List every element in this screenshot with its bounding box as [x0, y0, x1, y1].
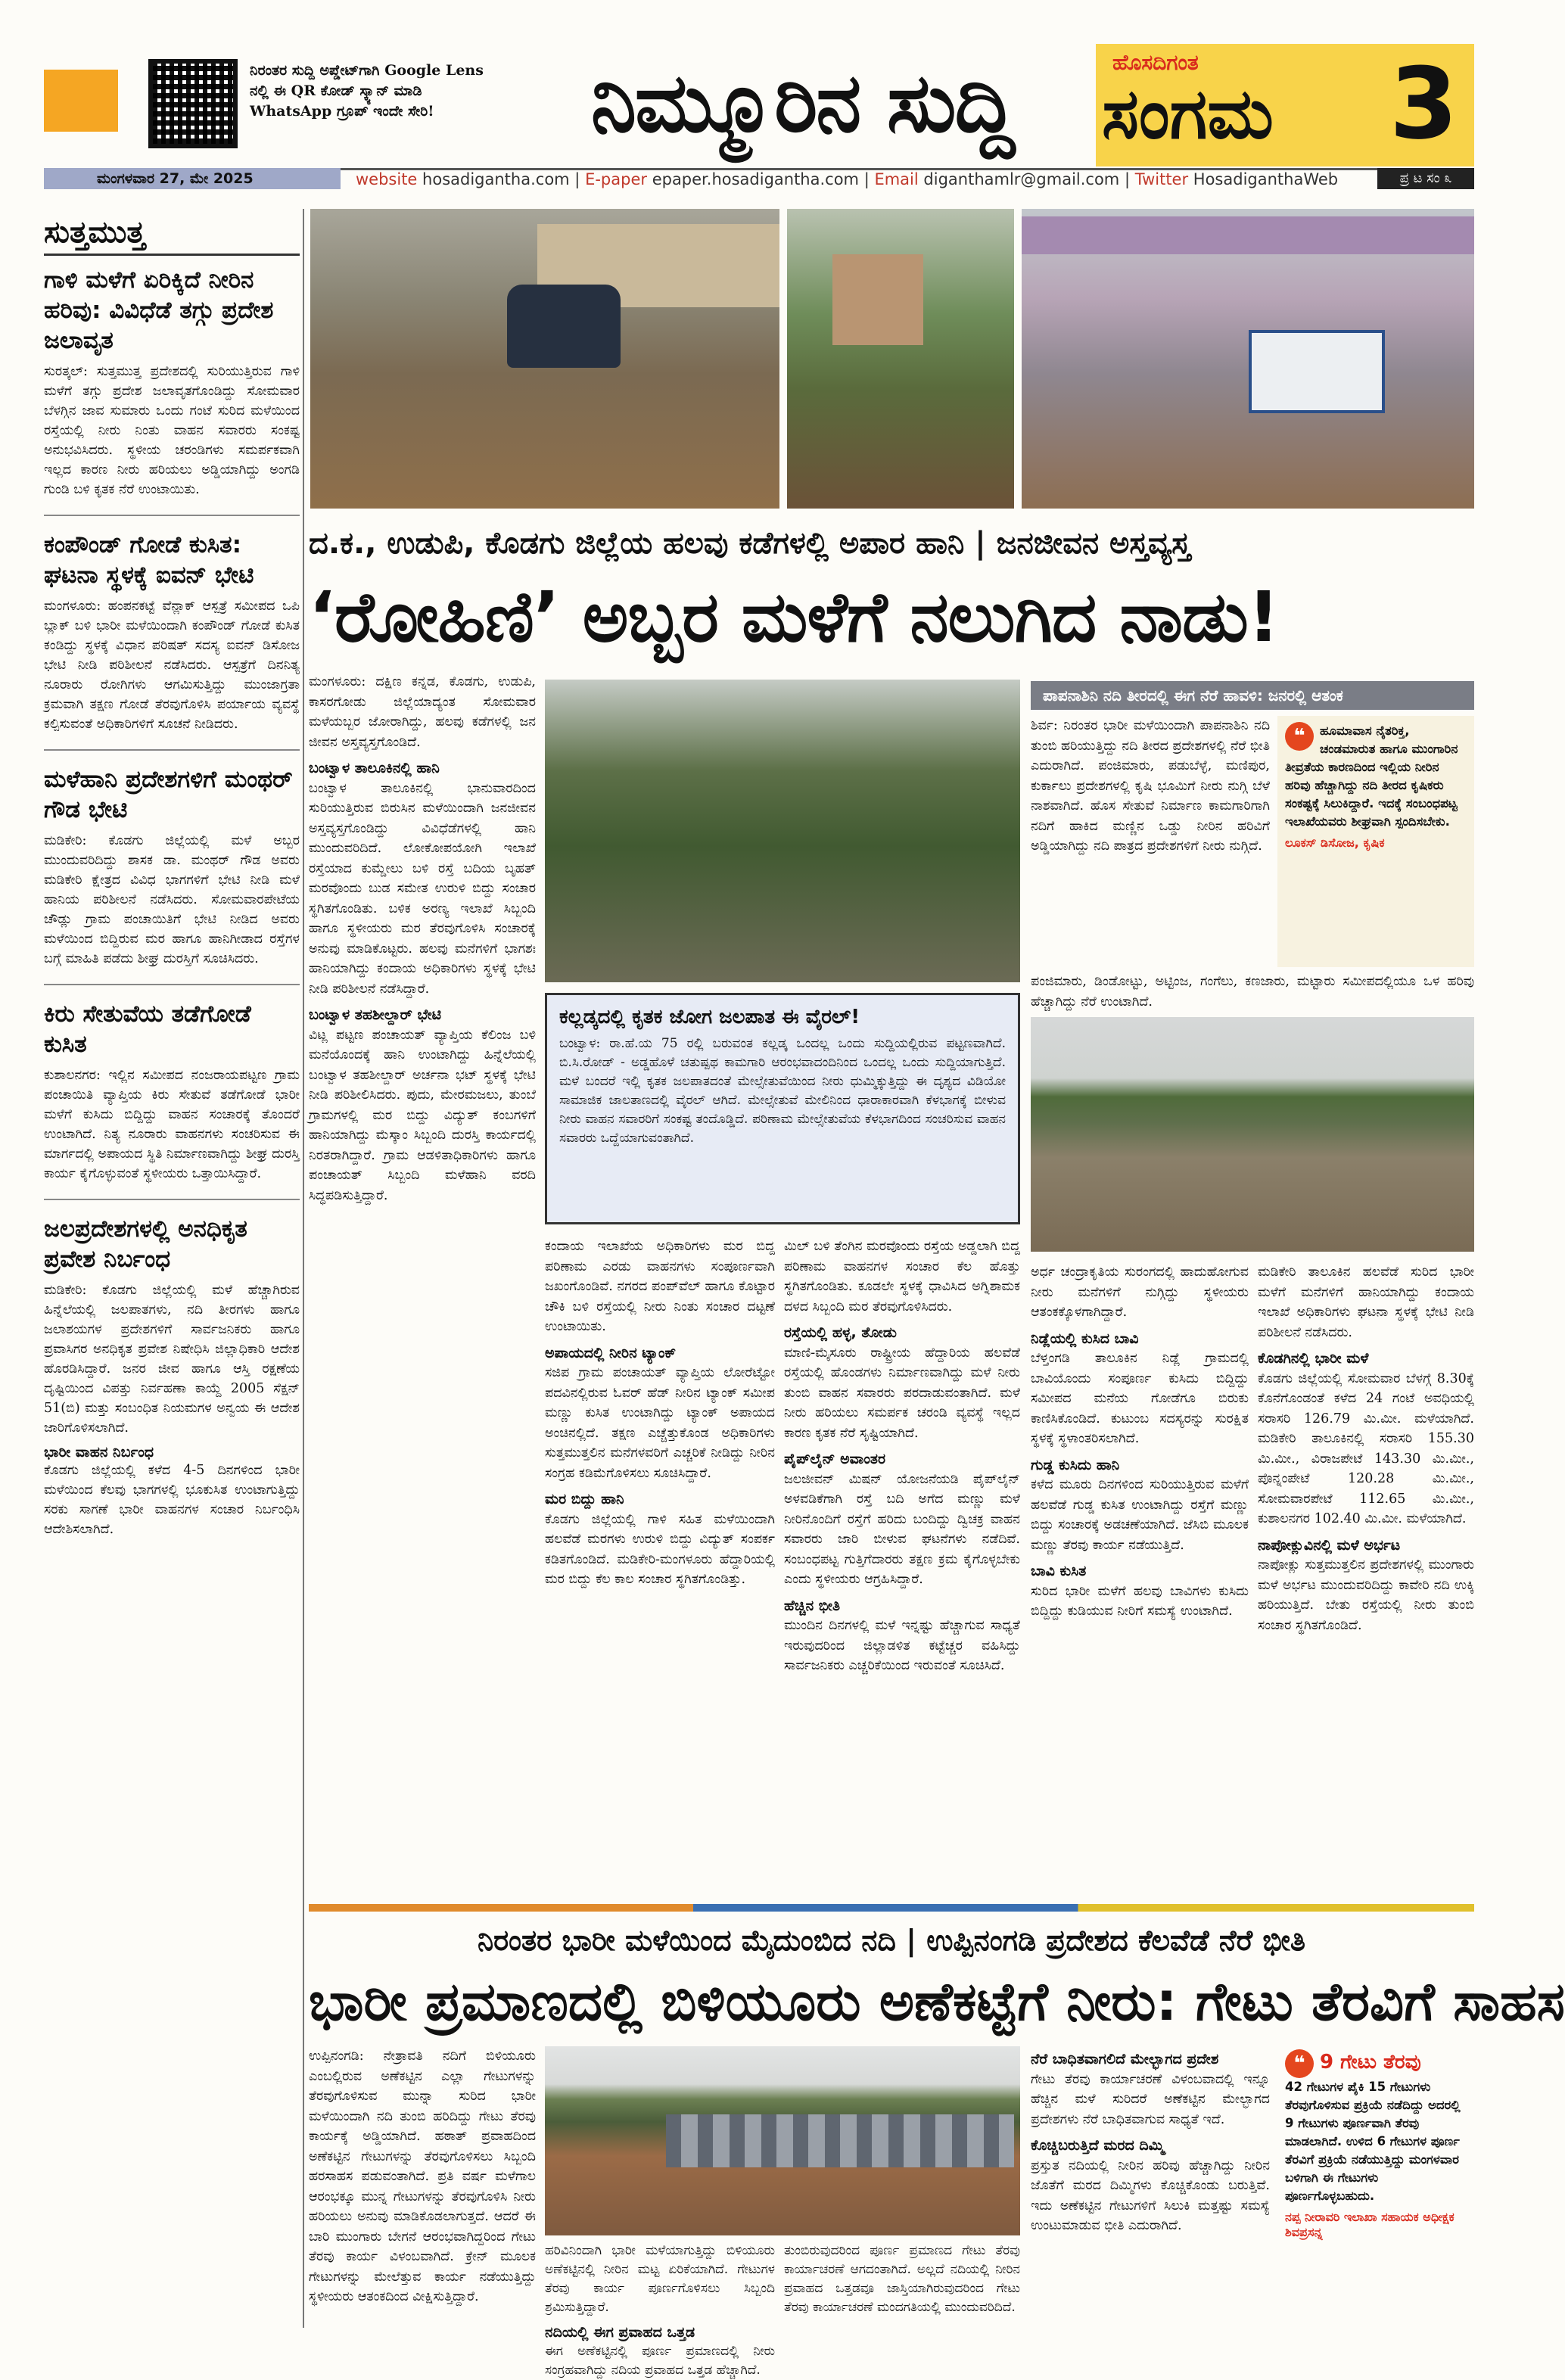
sidebar-heading: ಸುತ್ತಮುತ್ತ: [44, 209, 300, 256]
article-column: [1031, 1262, 1249, 1898]
article-subheading: ಬಾವಿ ಕುಸಿತ: [1031, 1563, 1087, 1579]
orange-flag: [44, 70, 118, 132]
gates-title: 9 ಗೇಟು ತೆರವು: [1320, 2051, 1421, 2074]
bus-shape: [1249, 330, 1385, 413]
sidebar-article-text: ಕುಶಾಲನಗರ: ಇಲ್ಲಿನ ಸಮೀಪದ ನಂಜರಾಯಪಟ್ಟಣ ಗ್ರಾಮ ಪಂಚಾಯಿತಿ ವ್ಯಾಪ್ತಿಯ ಕಿರು ಸೇತುವೆ ತಡೆಗೋಡೆ ಭಾರೀ ಮಳೆಗೆ ಕುಸಿದು ಬಿದ್ದಿದ್ದು ವಾಹನ ಸಂಚಾರಕ್ಕೆ ತೊಂದರೆ ಉಂಟಾಗಿದೆ. ನಿತ್ಯ ನೂರಾರು ವಾಹನಗಳು ಸಂಚರಿಸುವ ಈ ಮಾರ್ಗದಲ್ಲಿ ಅಪಾಯದ ಸ್ಥಿತಿ ನಿರ್ಮಾಣವಾಗಿದ್ದು ಶೀಘ್ರ ದುರಸ್ತಿ ಕಾರ್ಯ ಕೈಗೊಳ್ಳುವಂತೆ ಸ್ಥಳೀಯರು ಒತ್ತಾಯಿಸಿದ್ದಾರೆ.: [44, 1068, 300, 1181]
car-shape: [507, 285, 621, 368]
flyover-shape: [1022, 216, 1474, 254]
section-divider: [309, 1904, 1474, 1912]
article-column: [309, 672, 536, 1898]
article-column: [784, 1237, 1020, 1898]
article-text: ಶಿರ್ವ: ನಿರಂತರ ಭಾರೀ ಮಳೆಯಿಂದಾಗಿ ಪಾಪನಾಶಿನಿ ನದಿ ತುಂಬಿ ಹರಿಯುತ್ತಿದ್ದು ನದಿ ತೀರದ ಪ್ರದೇಶಗಳಲ್ಲಿ ನೆರೆ ಭೀತಿ ಎದುರಾಗಿದೆ. ಪಂಜಿಮಾರು, ಪಡುಬೆಳ್ಳೆ, ಮಣಿಪುರ, ಕುರ್ಕಾಲು ಪ್ರದೇಶಗಳಲ್ಲಿ ಕೃಷಿ ಭೂಮಿಗೆ ನೀರು ನುಗ್ಗಿ ಬೆಳೆ ನಾಶವಾಗಿದೆ. ಹೊಸ ಸೇತುವೆ ನಿರ್ಮಾಣ ಕಾಮಗಾರಿಗಾಗಿ ನದಿಗೆ ಹಾಕಿದ ಮಣ್ಣಿನ ಒಡ್ಡು ನೀರಿನ ಹರಿವಿಗೆ ಅಡ್ಡಿಯಾಗಿದ್ದು ನದಿ ಪಾತ್ರದ ಪ್ರದೇಶಗಳಿಗೆ ನೀರು ನುಗ್ಗಿದೆ.: [1031, 718, 1270, 854]
sidebar-article-title: ಜಲಪ್ರದೇಶಗಳಲ್ಲಿ ಅನಧಿಕೃತ ಪ್ರವೇಶ ನಿರ್ಬಂಧ: [44, 1215, 247, 1273]
email-link[interactable]: diganthamlr@gmail.com: [923, 170, 1120, 188]
fallen-tree-photo: [545, 680, 1020, 982]
page-number: 3: [1389, 46, 1458, 161]
article-text: ಬಂಟ್ವಾಳ ತಾಲೂಕಿನಲ್ಲಿ ಭಾನುವಾರದಿಂದ ಸುರಿಯುತ್ತಿರುವ ಬಿರುಸಿನ ಮಳೆಯಿಂದಾಗಿ ಜನಜೀವನ ಅಸ್ತವ್ಯಸ್ತಗೊಂಡಿದ್ದು ವಿವಿಧೆಡೆಗಳಲ್ಲಿ ಹಾನಿ ಮುಂದುವರಿದಿದೆ. ಲೋಕೋಪಯೋಗಿ ಇಲಾಖೆ ರಸ್ತೆಯಾದ ಕುಮ್ಡೇಲು ಬಳಿ ರಸ್ತೆ ಬದಿಯ ಬೃಹತ್ ಮರವೊಂದು ಬುಡ ಸಮೇತ ಉರುಳಿ ಬಿದ್ದು ಸಂಚಾರ ಸ್ಥಗಿತಗೊಂಡಿತು. ಬಳಿಕ ಅರಣ್ಯ ಇಲಾಖೆ ಸಿಬ್ಬಂದಿ ಹಾಗೂ ಸ್ಥಳೀಯರು ಮರ ತೆರವುಗೊಳಿಸಿ ಸಂಚಾರಕ್ಕೆ ಅನುವು ಮಾಡಿಕೊಟ್ಟರು. ಹಲವು ಮನೆಗಳಿಗೆ ಭಾಗಶಃ ಹಾನಿಯಾಗಿದ್ದು ಕಂದಾಯ ಅಧಿಕಾರಿಗಳು ಸ್ಥಳಕ್ಕೆ ಭೇಟಿ ನೀಡಿ ಪರಿಶೀಲನೆ ನಡೆಸಿದ್ದಾರೆ.: [309, 780, 536, 997]
article-text: ಉಪ್ಪಿನಂಗಡಿ: ನೇತ್ರಾವತಿ ನದಿಗೆ ಬಿಳಿಯೂರು ಎಂಬಲ್ಲಿರುವ ಅಣೆಕಟ್ಟಿನ ಎಲ್ಲಾ ಗೇಟುಗಳನ್ನು ತೆರವುಗೊಳಿಸುವ ಮುನ್ನಾ ಸುರಿದ ಭಾರೀ ಮಳೆಯಿಂದಾಗಿ ನದಿ ತುಂಬಿ ಹರಿದಿದ್ದು ಗೇಟು ತೆರವು ಕಾರ್ಯಕ್ಕೆ ಅಡ್ಡಿಯಾಗಿದೆ. ಹಠಾತ್ ಪ್ರವಾಹದಿಂದ ಅಣೆಕಟ್ಟಿನ ಗೇಟುಗಳನ್ನು ತೆರವುಗೊಳಿಸಲು ಸಿಬ್ಬಂದಿ ಹರಸಾಹಸ ಪಡುವಂತಾಗಿದೆ. ಪ್ರತಿ ವರ್ಷ ಮಳೆಗಾಲ ಆರಂಭಕ್ಕೂ ಮುನ್ನ ಗೇಟುಗಳನ್ನು ತೆರವುಗೊಳಿಸಿ ನೀರು ಹರಿಯಲು ಅನುವು ಮಾಡಿಕೊಡಲಾಗುತ್ತದೆ. ಆದರೆ ಈ ಬಾರಿ ಮುಂಗಾರು ಬೇಗನೆ ಆರಂಭವಾಗಿದ್ದರಿಂದ ಗೇಟು ತೆರವು ಕಾರ್ಯ ವಿಳಂಬವಾಗಿದೆ. ಕ್ರೇನ್ ಮೂಲಕ ಗೇಟುಗಳನ್ನು ಮೇಲೆತ್ತುವ ಕಾರ್ಯ ನಡೆಯುತ್ತಿದ್ದು ಸ್ಥಳೀಯರು ಆತಂಕದಿಂದ ವೀಕ್ಷಿಸುತ್ತಿದ್ದಾರೆ.: [309, 2049, 536, 2304]
quote-signature: ಲೂಕಸ್ ಡಿಸೋಜ, ಕೃಷಿಕ: [1285, 835, 1385, 850]
article-subheading: ನೆರೆ ಬಾಧಿತವಾಗಲಿದೆ ಮೇಲ್ಭಾಗದ ಪ್ರದೇಶ: [1031, 2051, 1219, 2067]
divider: [44, 749, 300, 751]
sidebar-article: [44, 1214, 300, 1539]
photo-caption: [545, 2242, 775, 2378]
flooded-street-photo: [310, 209, 779, 509]
sidebar-article-title: ಕಿರು ಸೇತುವೆಯ ತಡೆಗೋಡೆ ಕುಸಿತ: [44, 1000, 251, 1058]
article-text: ಬೆಳ್ತಂಗಡಿ ತಾಲೂಕಿನ ನಿಡ್ಲೆ ಗ್ರಾಮದಲ್ಲಿ ಬಾವಿಯೊಂದು ಸಂಪೂರ್ಣ ಕುಸಿದು ಬಿದ್ದಿದ್ದು ಸಮೀಪದ ಮನೆಯ ಗೋಡೆಗೂ ಬಿರುಕು ಕಾಣಿಸಿಕೊಂಡಿದೆ. ಕುಟುಂಬ ಸದಸ್ಯರನ್ನು ಸುರಕ್ಷಿತ ಸ್ಥಳಕ್ಕೆ ಸ್ಥಳಾಂತರಿಸಲಾಗಿದೆ.: [1031, 1351, 1249, 1446]
website-label: website: [356, 170, 418, 188]
article-text: ಕಂದಾಯ ಇಲಾಖೆಯ ಅಧಿಕಾರಿಗಳು ಮರ ಬಿದ್ದ ಪರಿಣಾಮ ಎರಡು ವಾಹನಗಳು ಸಂಪೂರ್ಣವಾಗಿ ಜಖಂಗೊಂಡಿವೆ. ನಗರದ ಪಂಪ್‌ವೆಲ್ ಹಾಗೂ ಕೊಟ್ಟಾರ ಚೌಕಿ ಬಳಿ ರಸ್ತೆಯಲ್ಲಿ ನೀರು ನಿಂತು ಸಂಚಾರ ದಟ್ಟಣೆ ಉಂಟಾಯಿತು.: [545, 1239, 775, 1334]
sidebar-article: [44, 764, 300, 969]
dam-structure-shape: [666, 2114, 1014, 2167]
sub-story-text: [1031, 716, 1270, 967]
article-subheading: ಕೊಡಗಿನಲ್ಲಿ ಭಾರೀ ಮಳೆ: [1258, 1350, 1369, 1367]
box-title: ಕಲ್ಲಡ್ಕದಲ್ಲಿ ಕೃತಕ ಜೋಗ ಜಲಪಾತ ಈ ವೈರಲ್!: [559, 1006, 860, 1028]
epaper-link[interactable]: epaper.hosadigantha.com: [652, 170, 860, 188]
issue-date: ಮಂಗಳವಾರ 27, ಮೇ 2025: [44, 168, 341, 189]
article-text: ಕಳೆದ ಮೂರು ದಿನಗಳಿಂದ ಸುರಿಯುತ್ತಿರುವ ಮಳೆಗೆ ಹಲವೆಡೆ ಗುಡ್ಡ ಕುಸಿತ ಉಂಟಾಗಿದ್ದು ರಸ್ತೆಗೆ ಮಣ್ಣು ಬಿದ್ದು ಸಂಚಾರಕ್ಕೆ ಅಡಚಣೆಯಾಗಿದೆ. ಜೆಸಿಬಿ ಮೂಲಕ ಮಣ್ಣು ತೆರವು ಕಾರ್ಯ ನಡೆಯುತ್ತಿದೆ.: [1031, 1477, 1249, 1553]
article-text: ಸುರಿದ ಭಾರೀ ಮಳೆಗೆ ಹಲವು ಬಾವಿಗಳು ಕುಸಿದು ಬಿದ್ದಿದ್ದು ಕುಡಿಯುವ ನೀರಿಗೆ ಸಮಸ್ಯೆ ಉಂಟಾಗಿದೆ.: [1031, 1583, 1249, 1619]
article-text: ವಿಟ್ಲ ಪಟ್ಟಣ ಪಂಚಾಯತ್ ವ್ಯಾಪ್ತಿಯ ಕೆಲಿಂಜ ಬಳಿ ಮನೆಯೊಂದಕ್ಕೆ ಹಾನಿ ಉಂಟಾಗಿದ್ದು ಹಿನ್ನೆಲೆಯಲ್ಲಿ ಬಂಟ್ವಾಳ ತಹಶೀಲ್ದಾರ್ ಅರ್ಚನಾ ಭಟ್ ಸ್ಥಳಕ್ಕೆ ಭೇಟಿ ನೀಡಿ ಪರಿಶೀಲಿಸಿದರು. ಪುದು, ಮೇರಮಜಲು, ತುಂಬೆ ಗ್ರಾಮಗಳಲ್ಲಿ ಮರ ಬಿದ್ದು ವಿದ್ಯುತ್ ಕಂಬಗಳಿಗೆ ಹಾನಿಯಾಗಿದ್ದು ಮೆಸ್ಕಾಂ ಸಿಬ್ಬಂದಿ ದುರಸ್ತಿ ಕಾರ್ಯದಲ್ಲಿ ನಿರತರಾಗಿದ್ದಾರೆ. ಗ್ರಾಮ ಆಡಳಿತಾಧಿಕಾರಿಗಳು ಹಾಗೂ ಪಂಚಾಯತ್ ಸಿಬ್ಬಂದಿ ಮಳೆಹಾನಿ ವರದಿ ಸಿದ್ಧಪಡಿಸುತ್ತಿದ್ದಾರೆ.: [309, 1027, 536, 1203]
twitter-link[interactable]: HosadiganthaWeb: [1193, 170, 1339, 188]
masthead: [0, 0, 1520, 163]
article-text: ಕೊಡಗು ಜಿಲ್ಲೆಯಲ್ಲಿ ಸೋಮವಾರ ಬೆಳಗ್ಗೆ 8.30ಕ್ಕೆ ಕೊನೆಗೊಂಡಂತೆ ಕಳೆದ 24 ಗಂಟೆ ಅವಧಿಯಲ್ಲಿ ಸರಾಸರಿ 126.79 ಮಿ.ಮೀ. ಮಳೆಯಾಗಿದೆ. ಮಡಿಕೇರಿ ತಾಲೂಕಿನಲ್ಲಿ ಸರಾಸರಿ 155.30 ಮಿ.ಮೀ., ವಿರಾಜಪೇಟೆ 143.30 ಮಿ.ಮೀ., ಪೊನ್ನಂಪೇಟೆ 120.28 ಮಿ.ಮೀ., ಸೋಮವಾರಪೇಟೆ 112.65 ಮಿ.ಮೀ., ಕುಶಾಲನಗರ 102.40 ಮಿ.ಮೀ. ಮಳೆಯಾಗಿದೆ.: [1258, 1370, 1474, 1526]
article-subheading: ಕೊಚ್ಚಿಬರುತ್ತಿದೆ ಮರದ ದಿಮ್ಮಿ: [1031, 2137, 1165, 2154]
main-headline: ‘ರೋಹಿಣಿ’ ಅಬ್ಬರ ಮಳೆಗೆ ನಲುಗಿದ ನಾಡು!: [309, 577, 1279, 658]
caption-text: ಈಗ ಅಣೆಕಟ್ಟಿನಲ್ಲಿ ಪೂರ್ಣ ಪ್ರಮಾಣದಲ್ಲಿ ನೀರು ಸಂಗ್ರಹವಾಗಿದ್ದು ನದಿಯ ಪ್ರವಾಹದ ಒತ್ತಡ ಹೆಚ್ಚಾಗಿದೆ.: [545, 2344, 775, 2378]
article-subheading: ಮರ ಬಿದ್ದು ಹಾನಿ: [545, 1491, 624, 1507]
contact-links: website hosadigantha.com | E-paper epaper.hosadigantha.com | Email diganthamlr@gmail.com | Twitter HosadiganthaWeb: [356, 170, 1339, 188]
article-column: [1258, 1262, 1474, 1898]
shop-shape: [832, 254, 923, 345]
secondary-headline: ಭಾರೀ ಪ್ರಮಾಣದಲ್ಲಿ ಬಿಳಿಯೂರು ಅಣೆಕಟ್ಟೆಗೆ ನೀರು: ಗೇಟು ತೆರವಿಗೆ ಸಾಹಸ: [309, 1971, 1565, 2033]
caption-subheading: ನದಿಯಲ್ಲಿ ಈಗ ಪ್ರವಾಹದ ಒತ್ತಡ: [545, 2324, 695, 2341]
article-text: ಮಡಿಕೇರಿ ತಾಲೂಕಿನ ಹಲವೆಡೆ ಸುರಿದ ಭಾರೀ ಮಳೆಗೆ ಮನೆಗಳಿಗೆ ಹಾನಿಯಾಗಿದ್ದು ಕಂದಾಯ ಇಲಾಖೆ ಅಧಿಕಾರಿಗಳು ಘಟನಾ ಸ್ಥಳಕ್ಕೆ ಭೇಟಿ ನೀಡಿ ಪರಿಶೀಲನೆ ನಡೆಸಿದರು.: [1258, 1265, 1474, 1340]
caption-text: ಹರಿವಿನಿಂದಾಗಿ ಭಾರೀ ಮಳೆಯಾಗುತ್ತಿದ್ದು ಬಿಳಿಯೂರು ಅಣೆಕಟ್ಟಿನಲ್ಲಿ ನೀರಿನ ಮಟ್ಟ ಏರಿಕೆಯಾಗಿದೆ. ಗೇಟುಗಳ ತೆರವು ಕಾರ್ಯ ಪೂರ್ಣಗೊಳಿಸಲು ಸಿಬ್ಬಂದಿ ಶ್ರಮಿಸುತ್ತಿದ್ದಾರೆ.: [545, 2243, 775, 2315]
email-label: Email: [874, 170, 919, 188]
gates-info-box: [1277, 2043, 1474, 2270]
article-column: [309, 2046, 536, 2334]
sub-story-text: [1031, 972, 1474, 1013]
flyover-flood-photo: [1022, 209, 1474, 509]
article-text: ಗೇಟು ತೆರವು ಕಾರ್ಯಾಚರಣೆ ವಿಳಂಬವಾದಲ್ಲಿ ಇನ್ನೂ ಹೆಚ್ಚಿನ ಮಳೆ ಸುರಿದರೆ ಅಣೆಕಟ್ಟಿನ ಮೇಲ್ಭಾಗದ ಪ್ರದೇಶಗಳು ನೆರೆ ಬಾಧಿತವಾಗುವ ಸಾಧ್ಯತೆ ಇದೆ.: [1031, 2071, 1270, 2127]
sidebar-article-title: ಗಾಳಿ ಮಳೆಗೆ ಏರಿಕ್ಕಿದೆ ನೀರಿನ ಹರಿವು: ವಿವಿಧೆಡೆ ತಗ್ಗು ಪ್ರದೇಶ ಜಲಾವೃತ: [44, 266, 274, 354]
article-column: [545, 1237, 775, 1898]
sidebar-subtext: ಕೊಡಗು ಜಿಲ್ಲೆಯಲ್ಲಿ ಕಳೆದ 4-5 ದಿನಗಳಿಂದ ಭಾರೀ ಮಳೆಯಿಂದ ಕೆಲವು ಭಾಗಗಳಲ್ಲಿ ಭೂಕುಸಿತ ಉಂಟಾಗುತ್ತಿದ್ದು ಸರಕು ಸಾಗಣೆ ಭಾರೀ ವಾಹನಗಳ ಸಂಚಾರ ನಿರ್ಬಂಧಿಸಿ ಆದೇಶಿಸಲಾಗಿದೆ.: [44, 1463, 300, 1537]
quote-icon: ❝: [1285, 722, 1314, 751]
article-subheading: ಅಪಾಯದಲ್ಲಿ ನೀರಿನ ಟ್ಯಾಂಕ್: [545, 1344, 677, 1361]
article-text: ಮುಂದಿನ ದಿನಗಳಲ್ಲಿ ಮಳೆ ಇನ್ನಷ್ಟು ಹೆಚ್ಚಾಗುವ ಸಾಧ್ಯತೆ ಇರುವುದರಿಂದ ಜಿಲ್ಲಾಡಳಿತ ಕಟ್ಟೆಚ್ಚರ ವಹಿಸಿದ್ದು ಸಾರ್ವಜನಿಕರು ಎಚ್ಚರಿಕೆಯಿಂದ ಇರುವಂತೆ ಸೂಚಿಸಿದೆ.: [784, 1618, 1020, 1673]
column-rule: [303, 209, 304, 2328]
article-text: ಮಾಣಿ-ಮೈಸೂರು ರಾಷ್ಟ್ರೀಯ ಹೆದ್ದಾರಿಯ ಹಲವೆಡೆ ರಸ್ತೆಯಲ್ಲಿ ಹೊಂಡಗಳು ನಿರ್ಮಾಣವಾಗಿದ್ದು ಮಳೆ ನೀರು ತುಂಬಿ ವಾಹನ ಸವಾರರು ಪರದಾಡುವಂತಾಗಿದೆ. ಮಳೆ ನೀರು ಹರಿಯಲು ಸಮರ್ಪಕ ಚರಂಡಿ ವ್ಯವಸ್ಥೆ ಇಲ್ಲದ ಕಾರಣ ಕೃತಕ ನೆರೆ ಸೃಷ್ಟಿಯಾಗಿದೆ.: [784, 1345, 1020, 1441]
gates-signature: ನಪ್ಪ ನೀರಾವರಿ ಇಲಾಖಾ ಸಹಾಯಕ ಅಧೀಕ್ಷಕ ಶಿವಪ್ರಸನ್ನ: [1285, 2210, 1455, 2239]
quote-text: ಹೂಮಾವಾಸ ನೈತರಿಕ್ತ, ಚಂಡಮಾರುತ ಹಾಗೂ ಮುಂಗಾರಿನ ತೀವ್ರತೆಯ ಕಾರಣದಿಂದ ಇಲ್ಲಿಯ ನೀರಿನ ಹರಿವು ಹೆಚ್ಚಾಗಿದ್ದು ನದಿ ತೀರದ ಕೃಷಿಕರು ಸಂಕಷ್ಟಕ್ಕೆ ಸಿಲುಕಿದ್ದಾರೆ. ಇದಕ್ಕೆ ಸಂಬಂಧಪಟ್ಟ ಇಲಾಖೆಯವರು ಶೀಘ್ರವಾಗಿ ಸ್ಪಂದಿಸಬೇಕು.: [1285, 723, 1458, 829]
article-text: ನಾಪೋಕ್ಲು ಸುತ್ತಮುತ್ತಲಿನ ಪ್ರದೇಶಗಳಲ್ಲಿ ಮುಂಗಾರು ಮಳೆ ಅರ್ಭಟ ಮುಂದುವರಿದಿದ್ದು ಕಾವೇರಿ ನದಿ ಉಕ್ಕಿ ಹರಿಯುತ್ತಿದೆ. ಬೇತು ರಸ್ತೆಯಲ್ಲಿ ನೀರು ತುಂಬಿ ಸಂಚಾರ ಸ್ಥಗಿತಗೊಂಡಿದೆ.: [1258, 1557, 1474, 1633]
article-column: [1031, 2043, 1270, 2334]
story-kicker: ನಿರಂತರ ಭಾರೀ ಮಳೆಯಿಂದ ಮೈದುಂಬಿದ ನದಿ | ಉಪ್ಪಿನಂಗಡಿ ಪ್ರದೇಶದ ಕೆಲವೆಡೆ ನೆರೆ ಭೀತಿ: [477, 1924, 1306, 1957]
article-subheading: ಬಂಟ್ವಾಳ ತಾಲೂಕಿನಲ್ಲಿ ಹಾನಿ: [309, 760, 440, 776]
sidebar-article-text: ಮಡಿಕೇರಿ: ಕೊಡಗು ಜಿಲ್ಲೆಯಲ್ಲಿ ಮಳೆ ಅಬ್ಬರ ಮುಂದುವರಿದಿದ್ದು ಶಾಸಕ ಡಾ. ಮಂಥರ್ ಗೌಡ ಅವರು ಮಡಿಕೇರಿ ಕ್ಷೇತ್ರದ ವಿವಿಧ ಭಾಗಗಳಿಗೆ ಭೇಟಿ ನೀಡಿ ಮಳೆ ಹಾನಿಯ ಪರಿಶೀಲನೆ ನಡೆಸಿದರು. ಸೋಮವಾರಪೇಟೆಯ ಚೌಡ್ಲು ಗ್ರಾಮ ಪಂಚಾಯಿತಿಗೆ ಭೇಟಿ ನೀಡಿದ ಅವರು ಮಳೆಯಿಂದ ಬಿದ್ದಿರುವ ಮರ ಹಾಗೂ ಹಾನಿಗೀಡಾದ ರಸ್ತೆಗಳ ಬಗ್ಗೆ ಮಾಹಿತಿ ಪಡೆದು ಶೀಘ್ರ ದುರಸ್ತಿಗೆ ಸೂಚಿಸಿದರು.: [44, 833, 300, 966]
qr-code-icon[interactable]: [148, 59, 238, 148]
quote-icon: ❝: [1285, 2049, 1314, 2078]
sidebar-article-title: ಕಂಪೌಂಡ್ ಗೋಡೆ ಕುಸಿತ: ಘಟನಾ ಸ್ಥಳಕ್ಕೆ ಐವನ್ ಭೇಟಿ: [44, 531, 254, 589]
qr-note: ನಿರಂತರ ಸುದ್ದಿ ಅಪ್ಡೇಟ್‌ಗಾಗಿ Google Lens ನಲ್ಲಿ ಈ QR ಕೋಡ್ ಸ್ಕ್ಯಾನ್ ಮಾಡಿ WhatsApp ಗ್ರೂಪ್ ಇಂದೇ ಸೇರಿ!: [250, 62, 484, 120]
article-subheading: ನಾಪೋಕ್ಲುವಿನಲ್ಲಿ ಮಳೆ ಅರ್ಭಟ: [1258, 1536, 1401, 1554]
page-tag: ಪ್ರ ಟ ಸಂ ೩: [1377, 168, 1474, 189]
article-text: ಸಜಿಪ ಗ್ರಾಮ ಪಂಚಾಯತ್ ವ್ಯಾಪ್ತಿಯ ಲೋರೆಟ್ಟೋ ಪದವಿನಲ್ಲಿರುವ ಓವರ್ ಹೆಡ್ ನೀರಿನ ಟ್ಯಾಂಕ್ ಸಮೀಪ ಮಣ್ಣು ಕುಸಿತ ಉಂಟಾಗಿದ್ದು ಟ್ಯಾಂಕ್ ಅಪಾಯದ ಅಂಚಿನಲ್ಲಿದೆ. ತಕ್ಷಣ ಎಚ್ಚೆತ್ತುಕೊಂಡ ಅಧಿಕಾರಿಗಳು ಸುತ್ತಮುತ್ತಲಿನ ಮನೆಗಳವರಿಗೆ ಎಚ್ಚರಿಕೆ ನೀಡಿದ್ದು ನೀರಿನ ಸಂಗ್ರಹ ಕಡಿಮೆಗೊಳಿಸಲು ಸೂಚಿಸಿದ್ದಾರೆ.: [545, 1365, 775, 1481]
article-column: [784, 2242, 1020, 2334]
sidebar-article: [44, 530, 300, 734]
river-photo: [1031, 1017, 1474, 1252]
sidebar-article-title: ಮಳೆಹಾನಿ ಪ್ರದೇಶಗಳಿಗೆ ಮಂಥರ್ ಗೌಡ ಭೇಟಿ: [44, 766, 293, 823]
article-text: ಮಿಲ್ ಬಳಿ ತೆಂಗಿನ ಮರವೊಂದು ರಸ್ತೆಯ ಅಡ್ಡಲಾಗಿ ಬಿದ್ದ ಪರಿಣಾಮ ವಾಹನಗಳ ಸಂಚಾರ ಕೆಲ ಹೊತ್ತು ಸ್ಥಗಿತಗೊಂಡಿತು. ಕೂಡಲೇ ಸ್ಥಳಕ್ಕೆ ಧಾವಿಸಿದ ಅಗ್ನಿಶಾಮಕ ದಳದ ಸಿಬ್ಬಂದಿ ಮರ ತೆರವುಗೊಳಿಸಿದರು.: [784, 1239, 1020, 1314]
twitter-label: Twitter: [1134, 170, 1189, 188]
article-text: ಅರ್ಧ ಚಂದ್ರಾಕೃತಿಯ ಸುರಂಗದಲ್ಲಿ ಹಾದುಹೋಗುವ ನೀರು ಮನೆಗಳಿಗೆ ನುಗ್ಗಿದ್ದು ಸ್ಥಳೀಯರು ಆತಂಕಕ್ಕೊಳಗಾಗಿದ್ದಾರೆ.: [1031, 1265, 1249, 1320]
article-text: ಜಲಜೀವನ್ ಮಿಷನ್ ಯೋಜನೆಯಡಿ ಪೈಪ್‌ಲೈನ್ ಅಳವಡಿಕೆಗಾಗಿ ರಸ್ತೆ ಬದಿ ಅಗೆದ ಮಣ್ಣು ಮಳೆ ನೀರಿನೊಂದಿಗೆ ರಸ್ತೆಗೆ ಹರಿದು ಬಂದಿದ್ದು ದ್ವಿಚಕ್ರ ವಾಹನ ಸವಾರರು ಜಾರಿ ಬೀಳುವ ಘಟನೆಗಳು ನಡೆದಿವೆ. ಸಂಬಂಧಪಟ್ಟ ಗುತ್ತಿಗೆದಾರರು ತಕ್ಷಣ ಕ್ರಮ ಕೈಗೊಳ್ಳಬೇಕು ಎಂದು ಸ್ಥಳೀಯರು ಆಗ್ರಹಿಸಿದ್ದಾರೆ.: [784, 1471, 1020, 1587]
divider: [44, 984, 300, 985]
article-text: ಮಂಗಳೂರು: ದಕ್ಷಿಣ ಕನ್ನಡ, ಕೊಡಗು, ಉಡುಪಿ, ಕಾಸರಗೋಡು ಜಿಲ್ಲೆಯಾದ್ಯಂತ ಸೋಮವಾರ ಮಳೆಯಬ್ಬರ ಜೋರಾಗಿದ್ದು, ಹಲವು ಕಡೆಗಳಲ್ಲಿ ಜನ ಜೀವನ ಅಸ್ತವ್ಯಸ್ತಗೊಂಡಿದೆ.: [309, 674, 536, 750]
sidebar-article-text: ಮಂಗಳೂರು: ಹಂಪನಕಟ್ಟೆ ವೆನ್ಲಾಕ್ ಆಸ್ಪತ್ರೆ ಸಮೀಪದ ಒಪಿ ಬ್ಲಾಕ್ ಬಳಿ ಭಾರೀ ಮಳೆಯಿಂದಾಗಿ ಕಂಪೌಂಡ್ ಗೋಡೆ ಕುಸಿತ ಕಂಡಿದ್ದು ಸ್ಥಳಕ್ಕೆ ವಿಧಾನ ಪರಿಷತ್ ಸದಸ್ಯ ಐವನ್ ಡಿಸೋಜ ಭೇಟಿ ನೀಡಿ ಪರಿಶೀಲನೆ ನಡೆಸಿದರು. ಆಸ್ಪತ್ರೆಗೆ ದಿನನಿತ್ಯ ನೂರಾರು ರೋಗಿಗಳು ಆಗಮಿಸುತ್ತಿದ್ದು ಮುಂಜಾಗ್ರತಾ ಕ್ರಮವಾಗಿ ತಕ್ಷಣ ಗೋಡೆ ತೆರವುಗೊಳಿಸಿ ಪರ್ಯಾಯ ವ್ಯವಸ್ಥೆ ಕಲ್ಪಿಸುವಂತೆ ಅಧಿಕಾರಿಗಳಿಗೆ ಸೂಚನೆ ನೀಡಿದರು.: [44, 599, 300, 732]
sidebar: [44, 209, 300, 2328]
page-title: ನಿಮ್ಮೂರಿನ ಸುದ್ದಿ: [590, 56, 1014, 151]
story-kicker: ದ.ಕ., ಉಡುಪಿ, ಕೊಡಗು ಜಿಲ್ಲೆಯ ಹಲವು ಕಡೆಗಳಲ್ಲಿ ಅಪಾರ ಹಾನಿ | ಜನಜೀವನ ಅಸ್ತವ್ಯಸ್ತ: [309, 526, 1190, 561]
gates-text: 42 ಗೇಟುಗಳ ಪೈಕಿ 15 ಗೇಟುಗಳು ತೆರವುಗೊಳಿಸುವ ಪ್ರಕ್ರಿಯೆ ನಡೆದಿದ್ದು ಅದರಲ್ಲಿ 9 ಗೇಟುಗಳು ಪೂರ್ಣವಾಗಿ ತೆರವು ಮಾಡಲಾಗಿದೆ. ಉಳಿದ 6 ಗೇಟುಗಳ ಪೂರ್ಣ ತೆರವಿಗೆ ಪ್ರಕ್ರಿಯೆ ನಡೆಯುತ್ತಿದ್ದು ಮಂಗಳವಾರ ಬಳಿಗಾಗಿ ಈ ಗೇಟುಗಳು ಪೂರ್ಣಗೊಳ್ಳಬಹುದು.: [1285, 2080, 1461, 2203]
article-subheading: ಬಂಟ್ವಾಳ ತಹಶೀಲ್ದಾರ್ ಭೇಟಿ: [309, 1006, 442, 1023]
box-text: ಬಂಟ್ವಾಳ: ರಾ.ಹೆ.ಯ 75 ರಲ್ಲಿ ಬರುವಂತ ಕಲ್ಲಡ್ಕ ಒಂದಲ್ಲ ಒಂದು ಸುದ್ದಿಯಲ್ಲಿರುವ ಪಟ್ಟಣವಾಗಿದೆ. ಬಿ.ಸಿ.ರೋಡ್ - ಅಡ್ಡಹೊಳೆ ಚತುಷ್ಪಥ ಕಾಮಗಾರಿ ಆರಂಭವಾದಂದಿನಿಂದ ಒಂದಲ್ಲ ಒಂದು ಸುದ್ದಿಯಾಗುತ್ತಿದೆ. ಮಳೆ ಬಂದರೆ ಇಲ್ಲಿ ಕೃತಕ ಜಲಪಾತದಂತೆ ಮೇಲ್ಸೇತುವೆಯಿಂದ ನೀರು ಧುಮ್ಮಿಕ್ಕುತ್ತಿದ್ದು ಈ ದೃಶ್ಯದ ವಿಡಿಯೋ ಸಾಮಾಜಿಕ ಜಾಲತಾಣದಲ್ಲಿ ವೈರಲ್ ಆಗಿದೆ. ಮೇಲ್ಸೇತುವೆ ಮೇಲಿನಿಂದ ಧಾರಾಕಾರವಾಗಿ ಕೆಳಭಾಗಕ್ಕೆ ಬೀಳುವ ನೀರು ವಾಹನ ಸವಾರರಿಗೆ ಸಂಕಷ್ಟ ತಂದೊಡ್ಡಿದೆ. ಪರಿಣಾಮ ಮೇಲ್ಸೇತುವೆಯ ಕೆಳಭಾಗದಿಂದ ಸಂಚರಿಸುವ ವಾಹನ ಸವಾರರು ಒದ್ದೆಯಾಗುವಂತಾಗಿದೆ.: [559, 1036, 1006, 1146]
sidebar-article: [44, 999, 300, 1184]
article-text: ಕೊಡಗು ಜಿಲ್ಲೆಯಲ್ಲಿ ಗಾಳಿ ಸಹಿತ ಮಳೆಯಿಂದಾಗಿ ಹಲವೆಡೆ ಮರಗಳು ಉರುಳಿ ಬಿದ್ದು ವಿದ್ಯುತ್ ಸಂಪರ್ಕ ಕಡಿತಗೊಂಡಿದೆ. ಮಡಿಕೇರಿ-ಮಂಗಳೂರು ಹೆದ್ದಾರಿಯಲ್ಲಿ ಮರ ಬಿದ್ದು ಕೆಲ ಕಾಲ ಸಂಚಾರ ಸ್ಥಗಿತಗೊಂಡಿತ್ತು.: [545, 1511, 775, 1587]
article-subheading: ಗುಡ್ಡ ಕುಸಿದು ಹಾನಿ: [1031, 1456, 1120, 1473]
article-text: ಪ್ರಸ್ತುತ ನದಿಯಲ್ಲಿ ನೀರಿನ ಹರಿವು ಹೆಚ್ಚಾಗಿದ್ದು ನೀರಿನ ಜೊತೆಗೆ ಮರದ ದಿಮ್ಮಿಗಳು ಕೊಚ್ಚಿಕೊಂಡು ಬರುತ್ತಿವೆ. ಇದು ಅಣೆಕಟ್ಟಿನ ಗೇಟುಗಳಿಗೆ ಸಿಲುಕಿ ಮತ್ತಷ್ಟು ಸಮಸ್ಯೆ ಉಂಟುಮಾಡುವ ಭೀತಿ ಎದುರಾಗಿದೆ.: [1031, 2158, 1270, 2233]
article-text: ತುಂಬಿರುವುದರಿಂದ ಪೂರ್ಣ ಪ್ರಮಾಣದ ಗೇಟು ತೆರವು ಕಾರ್ಯಾಚರಣೆ ಆಗದಂತಾಗಿದೆ. ಅಲ್ಲದೆ ನದಿಯಲ್ಲಿ ನೀರಿನ ಪ್ರವಾಹದ ಒತ್ತಡವೂ ಜಾಸ್ತಿಯಾಗಿರುವುದರಿಂದ ಗೇಟು ತೆರವು ಕಾರ್ಯಾಚರಣೆ ಮಂದಗತಿಯಲ್ಲಿ ಮುಂದುವರಿದಿದೆ.: [784, 2243, 1020, 2315]
roadside-photo: [787, 209, 1014, 509]
quote-bubble: [1277, 716, 1474, 967]
article-subheading: ಹೆಚ್ಚಿನ ಭೀತಿ: [784, 1597, 841, 1614]
supplement-title: ಸಂಗಮ: [1102, 73, 1274, 154]
article-subheading: ನಿಡ್ಲೆಯಲ್ಲಿ ಕುಸಿದ ಬಾವಿ: [1031, 1330, 1139, 1347]
article-subheading: ಪೈಪ್‌ಲೈನ್ ಅವಾಂತರ: [784, 1451, 886, 1467]
article-text: ಪಂಜಿಮಾರು, ಡಿಂಡೋಟ್ಟು, ಅಟ್ಟಿಂಜ, ಗಂಗೆಲು, ಕಣಜಾರು, ಮಟ್ಟಾರು ಸಮೀಪದಲ್ಲಿಯೂ ಒಳ ಹರಿವು ಹೆಚ್ಚಾಗಿದ್ದು ನೆರೆ ಉಂಟಾಗಿದೆ.: [1031, 974, 1474, 1010]
divider: [44, 515, 300, 516]
sidebar-article-text: ಮಡಿಕೇರಿ: ಕೊಡಗು ಜಿಲ್ಲೆಯಲ್ಲಿ ಮಳೆ ಹೆಚ್ಚಾಗಿರುವ ಹಿನ್ನೆಲೆಯಲ್ಲಿ ಜಲಪಾತಗಳು, ನದಿ ತೀರಗಳು ಹಾಗೂ ಜಲಾಶಯಗಳ ಪ್ರದೇಶಗಳಿಗೆ ಸಾರ್ವಜನಿಕರು ಹಾಗೂ ಪ್ರವಾಸಿಗರ ಅನಧಿಕೃತ ಪ್ರವೇಶ ನಿಷೇಧಿಸಿ ಜಿಲ್ಲಾಧಿಕಾರಿ ಆದೇಶ ಹೊರಡಿಸಿದ್ದಾರೆ. ಜನರ ಜೀವ ಹಾಗೂ ಆಸ್ತಿ ರಕ್ಷಣೆಯ ದೃಷ್ಟಿಯಿಂದ ವಿಪತ್ತು ನಿರ್ವಹಣಾ ಕಾಯ್ದೆ 2005 ಸೆಕ್ಷನ್ 51(ಬಿ) ಮತ್ತು ಸಂಬಂಧಿತ ನಿಯಮಗಳ ಅನ್ವಯ ಈ ಆದೇಶ ಜಾರಿಗೊಳಿಸಲಾಗಿದೆ.: [44, 1283, 300, 1436]
website-link[interactable]: hosadigantha.com: [422, 170, 570, 188]
viral-waterfall-box: [545, 993, 1020, 1224]
article-subheading: ರಸ್ತೆಯಲ್ಲಿ ಹಳ್ಳ, ತೋಡು: [784, 1324, 897, 1341]
sidebar-article: [44, 265, 300, 499]
divider: [44, 1199, 300, 1200]
sub-story-banner: ಪಾಪನಾಶಿನಿ ನದಿ ತೀರದಲ್ಲಿ ಈಗ ನೆರೆ ಹಾವಳಿ: ಜನರಲ್ಲಿ ಆತಂಕ: [1031, 681, 1474, 710]
brand-logo: ಹೊಸದಿಗಂತ: [1112, 50, 1199, 75]
sidebar-article-text: ಸುರತ್ಕಲ್: ಸುತ್ತಮುತ್ತ ಪ್ರದೇಶದಲ್ಲಿ ಸುರಿಯುತ್ತಿರುವ ಗಾಳಿ ಮಳೆಗೆ ತಗ್ಗು ಪ್ರದೇಶ ಜಲಾವೃತಗೊಂಡಿದ್ದು ಸೋಮವಾರ ಬೆಳಗ್ಗಿನ ಜಾವ ಸುಮಾರು ಒಂದು ಗಂಟೆ ಸುರಿದ ಮಳೆಯಿಂದ ರಸ್ತೆಯಲ್ಲಿ ನೀರು ನಿಂತು ವಾಹನ ಸವಾರರು ಸಂಕಷ್ಟ ಅನುಭವಿಸಿದರು. ಸ್ಥಳೀಯ ಚರಂಡಿಗಳು ಸಮರ್ಪಕವಾಗಿ ಇಲ್ಲದ ಕಾರಣ ನೀರು ಹರಿಯಲು ಅಡ್ಡಿಯಾಗಿದ್ದು ಅಂಗಡಿ ಗುಂಡಿ ಬಳಿ ಕೃತಕ ನೆರೆ ಉಂಟಾಯಿತು.: [44, 364, 300, 497]
sidebar-subheading: ಭಾರೀ ವಾಹನ ನಿರ್ಬಂಧ: [44, 1444, 154, 1461]
dam-photo: [545, 2046, 1020, 2235]
epaper-label: E-paper: [585, 170, 647, 188]
